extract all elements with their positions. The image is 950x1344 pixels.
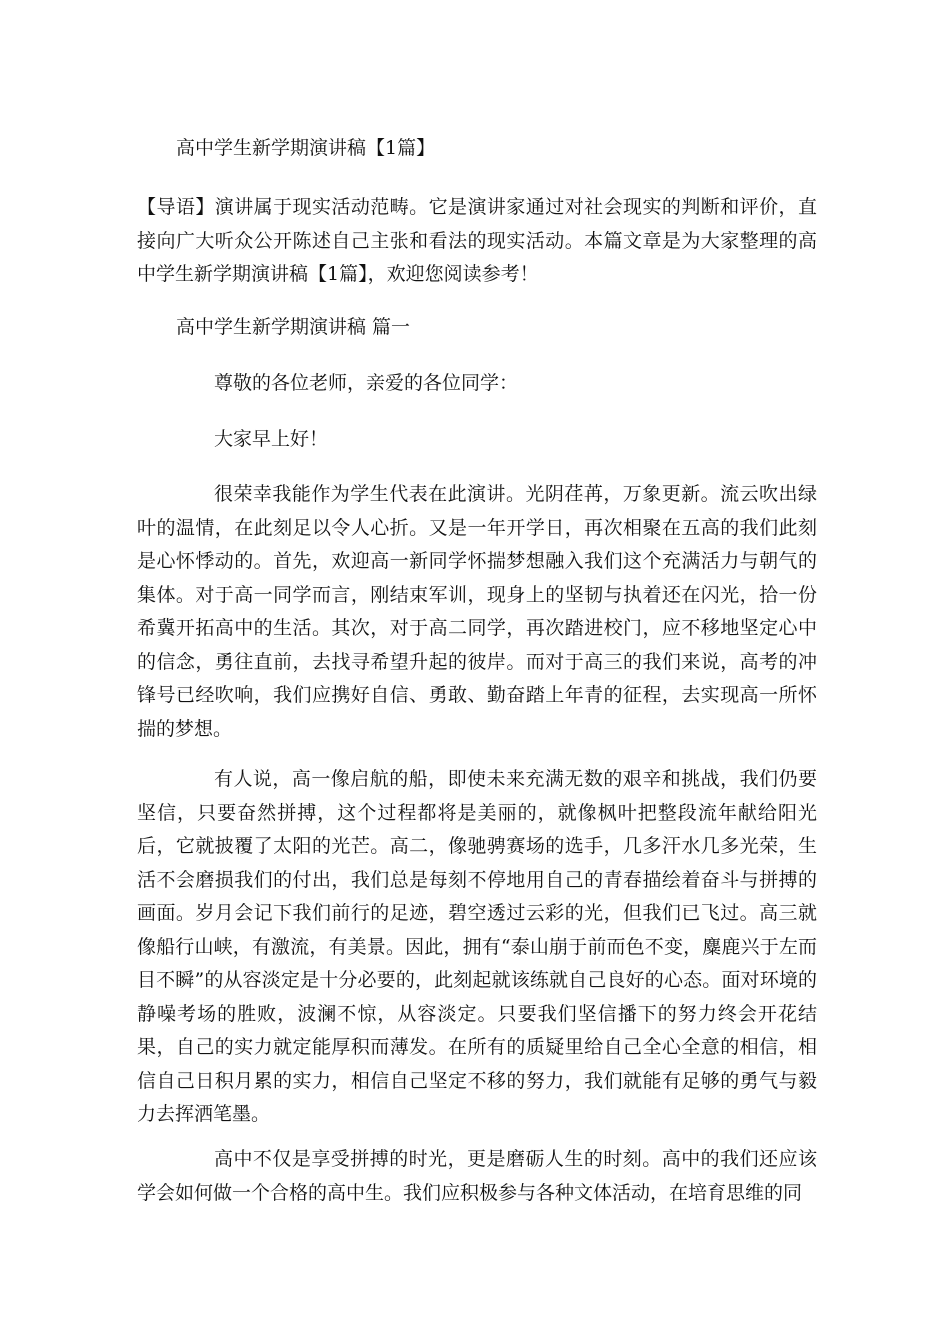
- salutation: 尊敬的各位老师，亲爱的各位同学：: [214, 372, 519, 394]
- section-title: 高中学生新学期演讲稿 篇一: [176, 316, 411, 338]
- body-paragraph: 有人说，高一像启航的船，即使未来充满无数的艰辛和挑战，我们仍要坚信，只要奋然拼搏，这个过程都将是美丽的，就像枫叶把整段流年献给阳光后，它就披覆了太阳的光芒。高二，像驰骋赛场的选手，几多汗水几多光荣，生活不会磨损我们的付出，我们总是每刻不停地用自己的青春描绘着奋斗与拼搏的画面。岁月会记下我们前行的足迹，碧空透过云彩的光，但我们已飞过。高三就像船行山峡，有激流，有美景。因此，拥有“泰山崩于前而色不变，麋鹿兴于左而目不瞬”的从容淡定是十分必要的，此刻起就该练就自己良好的心态。面对环境的静噪考场的胜败，波澜不惊，从容淡定。只要我们坚信播下的努力终会开花结果，自己的实力就定能厚积而薄发。在所有的质疑里给自己全心全意的相信，相信自己日积月累的实力，相信自己坚定不移的努力，我们就能有足够的勇气与毅力去挥洒笔墨。: [137, 768, 817, 1125]
- body-paragraph: 很荣幸我能作为学生代表在此演讲。光阴荏苒，万象更新。流云吹出绿叶的温情，在此刻足以令人心折。又是一年开学日，再次相聚在五高的我们此刻是心怀悸动的。首先，欢迎高一新同学怀揣梦想融入我们这个充满活力与朝气的集体。对于高一同学而言，刚结束军训，现身上的坚韧与执着还在闪光，拾一份希冀开拓高中的生活。其次，对于高二同学，再次踏进校门，应不移地坚定心中的信念，勇往直前，去找寻希望升起的彼岸。而对于高三的我们来说，高考的冲锋号已经吹响，我们应携好自信、勇敢、勤奋踏上年青的征程，去实现高一所怀揣的梦想。: [137, 483, 817, 740]
- greeting: 大家早上好！: [214, 428, 329, 450]
- intro-paragraph: 【导语】演讲属于现实活动范畴。它是演讲家通过对社会现实的判断和评价，直接向广大听众公开陈述自己主张和看法的现实活动。本篇文章是为大家整理的高中学生新学期演讲稿【1篇】，欢迎您阅读参考！: [137, 196, 817, 285]
- body-paragraph: 高中不仅是享受拼搏的时光，更是磨砺人生的时刻。高中的我们还应该学会如何做一个合格的高中生。我们应积极参与各种文体活动，在培育思维的同: [137, 1148, 817, 1204]
- document-title: 高中学生新学期演讲稿【1篇】: [176, 137, 436, 159]
